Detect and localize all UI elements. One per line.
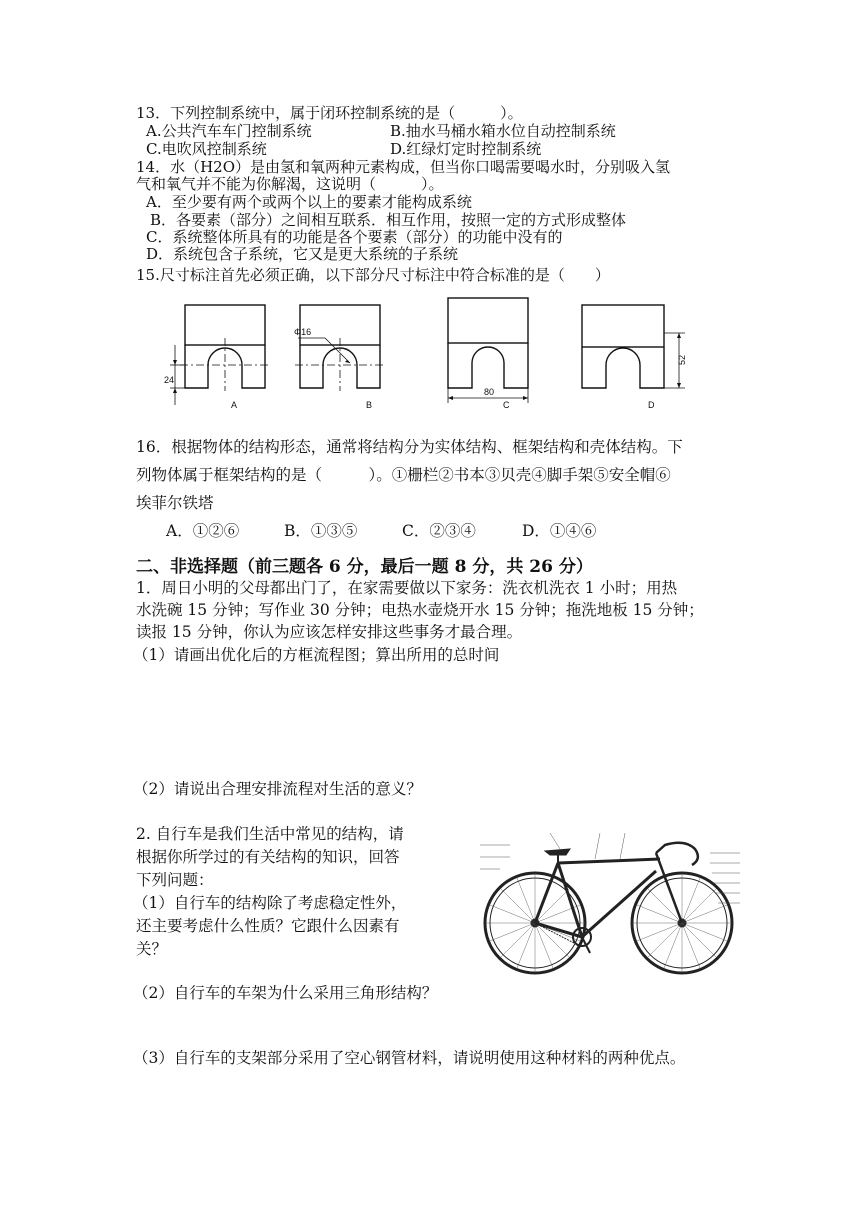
figure-d: [582, 305, 685, 388]
dim-label-b: Φ16: [294, 327, 312, 337]
q15-stem: 15.尺寸标注首先必须正确，以下部分尺寸标注中符合标准的是（ ）: [136, 266, 610, 284]
q13-option-b: B.抽水马桶水箱水位自动控制系统: [390, 122, 616, 140]
q14-stem-line2: 气和氧气并不能为你解渴，这说明（ ）。: [136, 175, 444, 193]
figure-label-a: A: [231, 400, 238, 410]
p1-sub2: （2）请说出合理安排流程对生活的意义？: [133, 780, 422, 798]
q16-option-d: D．①④⑥: [522, 522, 597, 540]
p1-line1: 1．周日小明的父母都出门了，在家需要做以下家务：洗衣机洗衣 1 小时；用热: [136, 579, 678, 597]
q14-option-c: C．系统整体所具有的功能是各个要素（部分）的功能中没有的: [146, 228, 563, 246]
q16-stem-line3: 埃菲尔铁塔: [136, 494, 214, 512]
dim-label-a: 24: [164, 375, 175, 385]
q16-option-a: A．①②⑥: [166, 522, 240, 540]
p2-line3: 下列问题：: [136, 871, 214, 889]
p2-sub1-line3: 关？: [136, 940, 168, 958]
q14-option-a: A．至少要有两个或两个以上的要素才能构成系统: [146, 193, 472, 211]
q16-stem-line1: 16．根据物体的结构形态，通常将结构分为实体结构、框架结构和壳体结构。下: [136, 438, 683, 456]
dim-label-c: 80: [484, 387, 495, 397]
q15-dimension-figure: [160, 293, 700, 413]
figure-label-d: D: [648, 400, 655, 410]
q13-option-c: C.电吹风控制系统: [146, 140, 267, 158]
p2-sub1-line1: （1）自行车的结构除了考虑稳定性外，: [133, 894, 407, 912]
q13-option-d: D.红绿灯定时控制系统: [390, 140, 542, 158]
p2-sub2: （2）自行车的车架为什么采用三角形结构？: [133, 984, 438, 1002]
p1-sub1: （1）请画出优化后的方框流程图；算出所用的总时间: [133, 646, 500, 664]
p2-line1: 2. 自行车是我们生活中常见的结构，请: [136, 825, 404, 843]
p2-sub1-line2: 还主要考虑什么性质？它跟什么因素有: [136, 917, 400, 935]
figure-a: [170, 305, 270, 405]
section2-title: 二、非选择题（前三题各 6 分，最后一题 8 分，共 26 分）: [136, 557, 593, 577]
dim-label-d: 52: [677, 354, 687, 365]
bicycle-diagram: [470, 825, 760, 980]
q13-option-a: A.公共汽车车门控制系统: [146, 122, 312, 140]
figure-label-b: B: [366, 400, 373, 410]
q14-stem-line1: 14．水（H2O）是由氢和氧两种元素构成，但当你口喝需要喝水时，分别吸入氢: [136, 158, 671, 176]
q14-option-d: D．系统包含子系统，它又是更大系统的子系统: [146, 245, 459, 263]
q14-option-b: B．各要素（部分）之间相互联系．相互作用，按照一定的方式形成整体: [150, 211, 627, 229]
bicycle-frame: [535, 853, 682, 937]
q16-option-c: C．②③④: [402, 522, 476, 540]
p1-line2: 水洗碗 15 分钟；写作业 30 分钟；电热水壶烧开水 15 分钟；拖洗地板 15 分钟；: [136, 601, 704, 619]
q16-stem-line2: 列物体属于框架结构的是（ ）。①栅栏②书本③贝壳④脚手架⑤安全帽⑥: [136, 466, 671, 484]
q16-option-b: B．①③⑤: [284, 522, 358, 540]
figure-label-c: C: [503, 400, 510, 410]
p2-sub3: （3）自行车的支架部分采用了空心钢管材料，请说明使用这种材料的两种优点。: [133, 1049, 686, 1067]
p2-line2: 根据你所学过的有关结构的知识，回答: [136, 848, 400, 866]
figure-b: [295, 305, 385, 391]
p1-line3: 读报 15 分钟，你认为应该怎样安排这些事务才最合理。: [136, 623, 523, 641]
q13-stem: 13．下列控制系统中，属于闭环控制系统的是（ ）。: [136, 104, 523, 122]
